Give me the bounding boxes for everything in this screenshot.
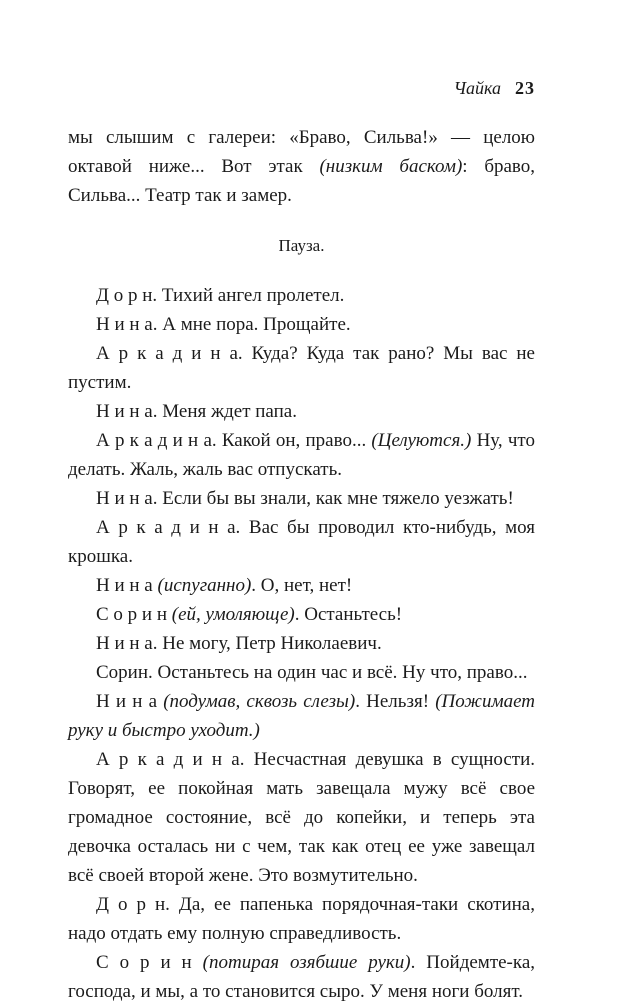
stage-pause [68, 231, 535, 260]
paragraph [68, 948, 535, 1006]
paragraph [68, 281, 535, 310]
stage-direction: (подумав, сквозь слезы) [163, 691, 356, 712]
page-number: 23 [515, 78, 535, 98]
dialogue-text: Н и н а [96, 575, 158, 596]
paragraph [68, 397, 535, 426]
paragraph [68, 339, 535, 397]
dialogue-text: А р к а д и н а. Какой он, право... [96, 430, 372, 451]
dialogue-text: А р к а д и н а. Несчастная девушка в сущности. Говорят, ее покойная мать завещала мужу всё свое громадное состояние, всё до копейки, и теперь эта девочка осталась ни с чем, так как отец ее уже завещал всё своей второй жене. Это возмутительно. [68, 749, 535, 886]
paragraph [68, 484, 535, 513]
dialogue-text: Н и н а. Если бы вы знали, как мне тяжело уезжать! [96, 488, 514, 509]
dialogue-text: Д о р н. Тихий ангел пролетел. [96, 285, 345, 306]
running-title: Чайка [453, 78, 501, 98]
stage-direction: (Пожимает руку и быстро уходит.) [68, 691, 535, 741]
paragraph [68, 745, 535, 890]
page-header [68, 78, 535, 99]
paragraph [68, 310, 535, 339]
dialogue-text: . Пойдемте-ка, господа, и мы, а то становится сыро. У меня ноги болят. [68, 952, 536, 1002]
dialogue-text: Пауза. [278, 236, 325, 255]
paragraph [68, 123, 535, 210]
stage-direction: (низким баском) [319, 156, 463, 177]
paragraph [68, 658, 535, 687]
text-body [68, 123, 535, 1006]
dialogue-text: Н и н а. Не могу, Петр Николаевич. [96, 633, 382, 654]
dialogue-text: Сорин. Останьтесь на один час и всё. Ну что, право... [96, 662, 528, 683]
stage-direction: (ей, умоляюще) [171, 604, 295, 625]
dialogue-text: . О, нет, нет! [251, 575, 353, 596]
dialogue-text: . Нельзя! [355, 691, 436, 712]
dialogue-text: Ну, что делать. Жаль, жаль вас отпускать. [68, 430, 535, 480]
paragraph [68, 426, 535, 484]
dialogue-text: С о р и н [96, 952, 203, 973]
paragraph [68, 600, 535, 629]
paragraph [68, 890, 535, 948]
dialogue-text: С о р и н [96, 604, 172, 625]
paragraph [68, 629, 535, 658]
dialogue-text: А р к а д и н а. Куда? Куда так рано? Мы вас не пустим. [68, 343, 535, 393]
dialogue-text: Н и н а [96, 691, 164, 712]
dialogue-text: Н и н а. Меня ждет папа. [96, 401, 297, 422]
paragraph [68, 513, 535, 571]
dialogue-text: : браво, Сильва... Театр так и замер. [68, 156, 536, 206]
dialogue-text: . Останьтесь! [294, 604, 403, 625]
dialogue-text: Д о р н. Да, ее папенька порядочная-таки скотина, надо отдать ему полную справедливость. [68, 894, 535, 944]
dialogue-text: А р к а д и н а. Вас бы проводил кто-нибудь, моя крошка. [68, 517, 535, 567]
stage-direction: (потирая озябшие руки) [202, 952, 411, 973]
dialogue-text: мы слышим с галереи: «Браво, Сильва!» — целою октавой ниже... Вот этак [68, 127, 535, 177]
paragraph [68, 571, 535, 600]
dialogue-text: Н и н а. А мне пора. Прощайте. [96, 314, 351, 335]
paragraph [68, 687, 535, 745]
stage-direction: (испуганно) [157, 575, 252, 596]
stage-direction: (Целуются.) [371, 430, 472, 451]
